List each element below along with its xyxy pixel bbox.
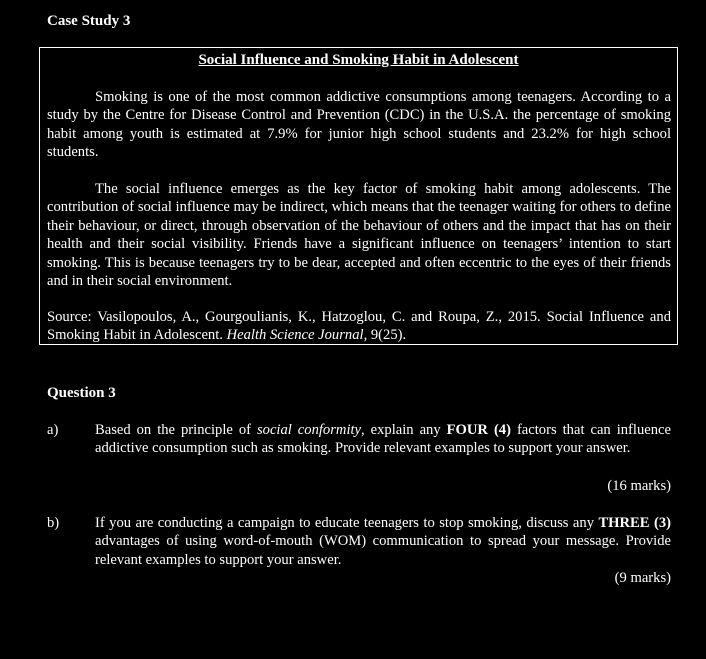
case-paragraph-1 — [47, 88, 671, 162]
question-a-text — [95, 421, 671, 458]
question-b-label: b) — [47, 515, 60, 531]
question-a-bold: FOUR (4) — [446, 422, 511, 438]
question-a-text-1: Based on the principle of — [95, 422, 257, 438]
case-paragraph-2-text: The social influence emerges as the key factor of smoking habit among adolescents. The contribution of social influence may be indirect, which means that the teenager waiting for others to define their behaviour, or direct, through observation of the behaviour of others and the impact that has on their health and their social visibility. Friends have a significant influence on teenagers’ intention to start smoking. This is because teenagers try to be dear, accepted and often eccentric to the eyes of their friends and in their social environment. — [47, 181, 671, 290]
question-b-marks: (9 marks) — [614, 570, 671, 586]
case-paragraph-2 — [47, 180, 671, 290]
source-suffix: , 9(25). — [363, 327, 407, 344]
question-b-bold: THREE (3) — [598, 515, 671, 531]
case-paragraph-1-text: Smoking is one of the most common addictive consumptions among teenagers. According to a study by the Centre for Disease Control and Prevention (CDC) in the U.S.A. the percentage of smoking habit among youth is estimated at 7.9% for junior high school students and 23.2% for high school students. — [47, 89, 671, 161]
question-b-text — [95, 514, 671, 569]
case-study-heading: Case Study 3 — [47, 13, 131, 29]
source-text: Source: Vasilopoulos, A., Gourgoulianis, K., Hatzoglou, C. and Roupa, Z., 2015. Social Influence and Smoking Habit in Adolescent. — [47, 309, 671, 344]
question-a-text-3: factors that can influence addictive consumption such as smoking. Provide relevant examples to support your answer. — [95, 422, 671, 457]
case-study-box — [39, 47, 678, 345]
question-heading: Question 3 — [47, 385, 116, 401]
question-b-text-2: advantages of using word-of-mouth (WOM) communication to spread your message. Provide relevant examples to support your answer. — [95, 533, 671, 568]
source-journal: Health Science Journal — [226, 327, 364, 344]
question-a-text-2: , explain any — [361, 422, 447, 438]
question-b-text-1: If you are conducting a campaign to educate teenagers to stop smoking, discuss any — [95, 515, 599, 531]
case-source — [47, 308, 671, 345]
case-study-title: Social Influence and Smoking Habit in Adolescent — [198, 52, 519, 68]
question-a-emphasis: social conformity — [256, 422, 362, 438]
question-a-label: a) — [47, 422, 59, 438]
question-a-marks: (16 marks) — [607, 478, 671, 494]
